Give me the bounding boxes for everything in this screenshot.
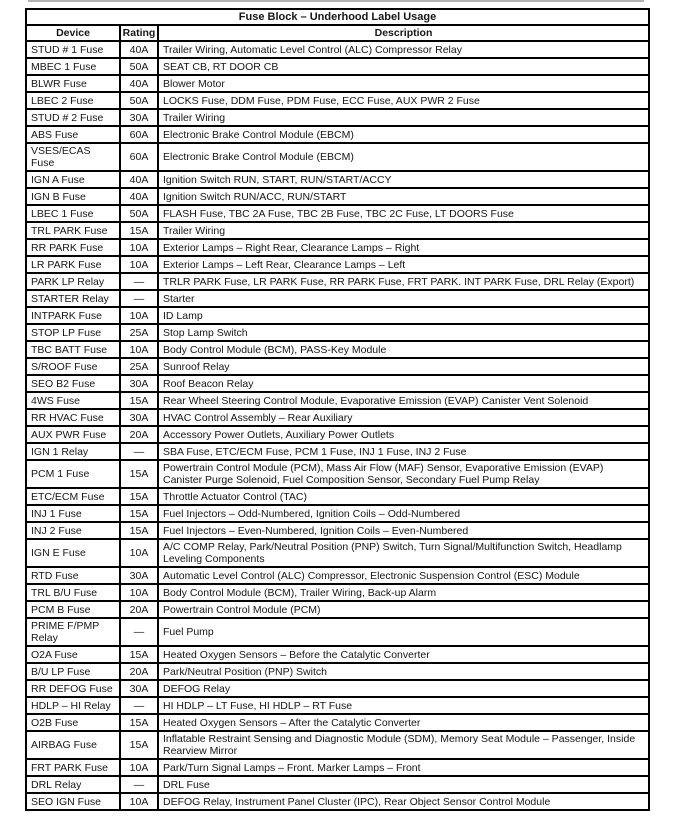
table-row <box>26 488 649 505</box>
table-row <box>26 409 649 426</box>
device-cell: TBC BATT Fuse <box>26 341 120 358</box>
column-header-rating: Rating <box>120 25 158 41</box>
description-cell: Rear Wheel Steering Control Module, Evaporative Emission (EVAP) Canister Vent Solenoid <box>158 392 649 409</box>
device-cell: LR PARK Fuse <box>26 256 120 273</box>
manual-page <box>25 8 650 811</box>
table-row <box>26 273 649 290</box>
table-row <box>26 522 649 539</box>
table-row <box>26 731 649 759</box>
rating-cell: 20A <box>120 601 158 618</box>
description-cell: Roof Beacon Relay <box>158 375 649 392</box>
table-row <box>26 324 649 341</box>
device-cell: O2B Fuse <box>26 714 120 731</box>
table-row <box>26 539 649 567</box>
device-cell: PARK LP Relay <box>26 273 120 290</box>
description-cell: SBA Fuse, ETC/ECM Fuse, PCM 1 Fuse, INJ 1 Fuse, INJ 2 Fuse <box>158 443 649 460</box>
device-cell: PCM 1 Fuse <box>26 460 120 488</box>
description-cell: Body Control Module (BCM), PASS-Key Module <box>158 341 649 358</box>
description-cell: Body Control Module (BCM), Trailer Wiring, Back-up Alarm <box>158 584 649 601</box>
description-cell: ID Lamp <box>158 307 649 324</box>
rating-cell: 30A <box>120 109 158 126</box>
device-cell: HDLP – HI Relay <box>26 697 120 714</box>
device-cell: STOP LP Fuse <box>26 324 120 341</box>
device-cell: INTPARK Fuse <box>26 307 120 324</box>
device-cell: MBEC 1 Fuse <box>26 58 120 75</box>
device-cell: ABS Fuse <box>26 126 120 143</box>
rating-cell: 15A <box>120 505 158 522</box>
device-cell: LBEC 2 Fuse <box>26 92 120 109</box>
device-cell: IGN E Fuse <box>26 539 120 567</box>
table-row <box>26 618 649 646</box>
rating-cell: 10A <box>120 584 158 601</box>
table-row <box>26 205 649 222</box>
device-cell: VSES/ECAS Fuse <box>26 143 120 171</box>
table-row <box>26 426 649 443</box>
rating-cell: — <box>120 618 158 646</box>
description-cell: TRLR PARK Fuse, LR PARK Fuse, RR PARK Fuse, FRT PARK. INT PARK Fuse, DRL Relay (Export) <box>158 273 649 290</box>
rating-cell: 25A <box>120 324 158 341</box>
table-row <box>26 505 649 522</box>
rating-cell: 10A <box>120 759 158 776</box>
rating-cell: 30A <box>120 567 158 584</box>
device-cell: SEO B2 Fuse <box>26 375 120 392</box>
rating-cell: 10A <box>120 341 158 358</box>
table-title: Fuse Block – Underhood Label Usage <box>26 9 649 25</box>
description-cell: FLASH Fuse, TBC 2A Fuse, TBC 2B Fuse, TBC 2C Fuse, LT DOORS Fuse <box>158 205 649 222</box>
table-row <box>26 392 649 409</box>
rating-cell: 50A <box>120 58 158 75</box>
device-cell: S/ROOF Fuse <box>26 358 120 375</box>
device-cell: IGN 1 Relay <box>26 443 120 460</box>
rating-cell: 60A <box>120 143 158 171</box>
description-cell: Electronic Brake Control Module (EBCM) <box>158 143 649 171</box>
rating-cell: 40A <box>120 75 158 92</box>
table-row <box>26 601 649 618</box>
table-row <box>26 714 649 731</box>
description-cell: Fuel Injectors – Even-Numbered, Ignition Coils – Even-Numbered <box>158 522 649 539</box>
table-row <box>26 171 649 188</box>
description-cell: A/C COMP Relay, Park/Neutral Position (PNP) Switch, Turn Signal/Multifunction Switch, Headlamp Leveling Components <box>158 539 649 567</box>
rating-cell: 40A <box>120 171 158 188</box>
description-cell: DEFOG Relay, Instrument Panel Cluster (IPC), Rear Object Sensor Control Module <box>158 793 649 810</box>
description-cell: DEFOG Relay <box>158 680 649 697</box>
device-cell: DRL Relay <box>26 776 120 793</box>
description-cell: Accessory Power Outlets, Auxiliary Power Outlets <box>158 426 649 443</box>
description-cell: HVAC Control Assembly – Rear Auxiliary <box>158 409 649 426</box>
rating-cell: 15A <box>120 731 158 759</box>
description-cell: Inflatable Restraint Sensing and Diagnostic Module (SDM), Memory Seat Module – Passenger, Inside Rearview Mirror <box>158 731 649 759</box>
table-row <box>26 307 649 324</box>
rating-cell: 30A <box>120 680 158 697</box>
table-row <box>26 341 649 358</box>
rating-cell: 10A <box>120 793 158 810</box>
device-cell: AIRBAG Fuse <box>26 731 120 759</box>
device-cell: AUX PWR Fuse <box>26 426 120 443</box>
description-cell: Ignition Switch RUN/ACC, RUN/START <box>158 188 649 205</box>
rating-cell: 15A <box>120 646 158 663</box>
table-row <box>26 776 649 793</box>
device-cell: PCM B Fuse <box>26 601 120 618</box>
table-row <box>26 126 649 143</box>
rating-cell: 30A <box>120 409 158 426</box>
device-cell: INJ 2 Fuse <box>26 522 120 539</box>
device-cell: O2A Fuse <box>26 646 120 663</box>
table-row <box>26 793 649 810</box>
description-cell: Heated Oxygen Sensors – After the Catalytic Converter <box>158 714 649 731</box>
device-cell: INJ 1 Fuse <box>26 505 120 522</box>
column-header-device: Device <box>26 25 120 41</box>
table-row <box>26 143 649 171</box>
rating-cell: 10A <box>120 307 158 324</box>
description-cell: Exterior Lamps – Right Rear, Clearance Lamps – Right <box>158 239 649 256</box>
device-cell: TRL B/U Fuse <box>26 584 120 601</box>
table-header-row <box>26 25 649 41</box>
description-cell: Powertrain Control Module (PCM), Mass Air Flow (MAF) Sensor, Evaporative Emission (EVAP) Canister Purge Solenoid, Fuel Composition Sensor, Secondary Fuel Pump Relay <box>158 460 649 488</box>
table-row <box>26 646 649 663</box>
rating-cell: 15A <box>120 392 158 409</box>
description-cell: Fuel Injectors – Odd-Numbered, Ignition Coils – Odd-Numbered <box>158 505 649 522</box>
description-cell: Powertrain Control Module (PCM) <box>158 601 649 618</box>
rating-cell: 40A <box>120 41 158 58</box>
description-cell: Trailer Wiring <box>158 109 649 126</box>
rating-cell: 60A <box>120 126 158 143</box>
description-cell: Fuel Pump <box>158 618 649 646</box>
rating-cell: 25A <box>120 358 158 375</box>
description-cell: DRL Fuse <box>158 776 649 793</box>
description-cell: Blower Motor <box>158 75 649 92</box>
table-row <box>26 188 649 205</box>
description-cell: Electronic Brake Control Module (EBCM) <box>158 126 649 143</box>
device-cell: FRT PARK Fuse <box>26 759 120 776</box>
table-row <box>26 663 649 680</box>
description-cell: LOCKS Fuse, DDM Fuse, PDM Fuse, ECC Fuse, AUX PWR 2 Fuse <box>158 92 649 109</box>
table-row <box>26 697 649 714</box>
rating-cell: 20A <box>120 663 158 680</box>
description-cell: Ignition Switch RUN, START, RUN/START/ACCY <box>158 171 649 188</box>
description-cell: Park/Turn Signal Lamps – Front. Marker Lamps – Front <box>158 759 649 776</box>
scan-artifact-line <box>28 0 644 2</box>
table-row <box>26 443 649 460</box>
table-row <box>26 256 649 273</box>
device-cell: ETC/ECM Fuse <box>26 488 120 505</box>
rating-cell: 40A <box>120 188 158 205</box>
description-cell: Trailer Wiring <box>158 222 649 239</box>
device-cell: RR DEFOG Fuse <box>26 680 120 697</box>
column-header-description: Description <box>158 25 649 41</box>
device-cell: RR HVAC Fuse <box>26 409 120 426</box>
device-cell: RR PARK Fuse <box>26 239 120 256</box>
table-row <box>26 41 649 58</box>
description-cell: Throttle Actuator Control (TAC) <box>158 488 649 505</box>
table-row <box>26 567 649 584</box>
table-row <box>26 358 649 375</box>
table-row <box>26 680 649 697</box>
rating-cell: 10A <box>120 239 158 256</box>
device-cell: PRIME F/PMP Relay <box>26 618 120 646</box>
table-row <box>26 759 649 776</box>
device-cell: IGN A Fuse <box>26 171 120 188</box>
device-cell: SEO IGN Fuse <box>26 793 120 810</box>
description-cell: Park/Neutral Position (PNP) Switch <box>158 663 649 680</box>
table-row <box>26 92 649 109</box>
device-cell: STARTER Relay <box>26 290 120 307</box>
device-cell: 4WS Fuse <box>26 392 120 409</box>
rating-cell: 20A <box>120 426 158 443</box>
rating-cell: 15A <box>120 222 158 239</box>
description-cell: Trailer Wiring, Automatic Level Control (ALC) Compressor Relay <box>158 41 649 58</box>
table-row <box>26 109 649 126</box>
rating-cell: — <box>120 776 158 793</box>
device-cell: B/U LP Fuse <box>26 663 120 680</box>
rating-cell: — <box>120 697 158 714</box>
rating-cell: 15A <box>120 460 158 488</box>
description-cell: Automatic Level Control (ALC) Compressor, Electronic Suspension Control (ESC) Module <box>158 567 649 584</box>
rating-cell: — <box>120 273 158 290</box>
device-cell: STUD # 2 Fuse <box>26 109 120 126</box>
fuse-table-body <box>26 41 649 810</box>
description-cell: SEAT CB, RT DOOR CB <box>158 58 649 75</box>
device-cell: IGN B Fuse <box>26 188 120 205</box>
description-cell: Sunroof Relay <box>158 358 649 375</box>
rating-cell: 10A <box>120 539 158 567</box>
table-row <box>26 584 649 601</box>
rating-cell: 15A <box>120 714 158 731</box>
table-row <box>26 222 649 239</box>
table-row <box>26 75 649 92</box>
description-cell: Heated Oxygen Sensors – Before the Catalytic Converter <box>158 646 649 663</box>
table-row <box>26 375 649 392</box>
table-row <box>26 460 649 488</box>
table-title-row <box>26 9 649 25</box>
rating-cell: 15A <box>120 488 158 505</box>
rating-cell: — <box>120 290 158 307</box>
table-row <box>26 290 649 307</box>
device-cell: LBEC 1 Fuse <box>26 205 120 222</box>
rating-cell: — <box>120 443 158 460</box>
table-row <box>26 58 649 75</box>
device-cell: TRL PARK Fuse <box>26 222 120 239</box>
description-cell: Starter <box>158 290 649 307</box>
table-row <box>26 239 649 256</box>
description-cell: HI HDLP – LT Fuse, HI HDLP – RT Fuse <box>158 697 649 714</box>
rating-cell: 15A <box>120 522 158 539</box>
device-cell: BLWR Fuse <box>26 75 120 92</box>
rating-cell: 10A <box>120 256 158 273</box>
description-cell: Exterior Lamps – Left Rear, Clearance Lamps – Left <box>158 256 649 273</box>
rating-cell: 50A <box>120 205 158 222</box>
description-cell: Stop Lamp Switch <box>158 324 649 341</box>
rating-cell: 50A <box>120 92 158 109</box>
fuse-block-table <box>25 8 650 811</box>
rating-cell: 30A <box>120 375 158 392</box>
device-cell: STUD # 1 Fuse <box>26 41 120 58</box>
device-cell: RTD Fuse <box>26 567 120 584</box>
